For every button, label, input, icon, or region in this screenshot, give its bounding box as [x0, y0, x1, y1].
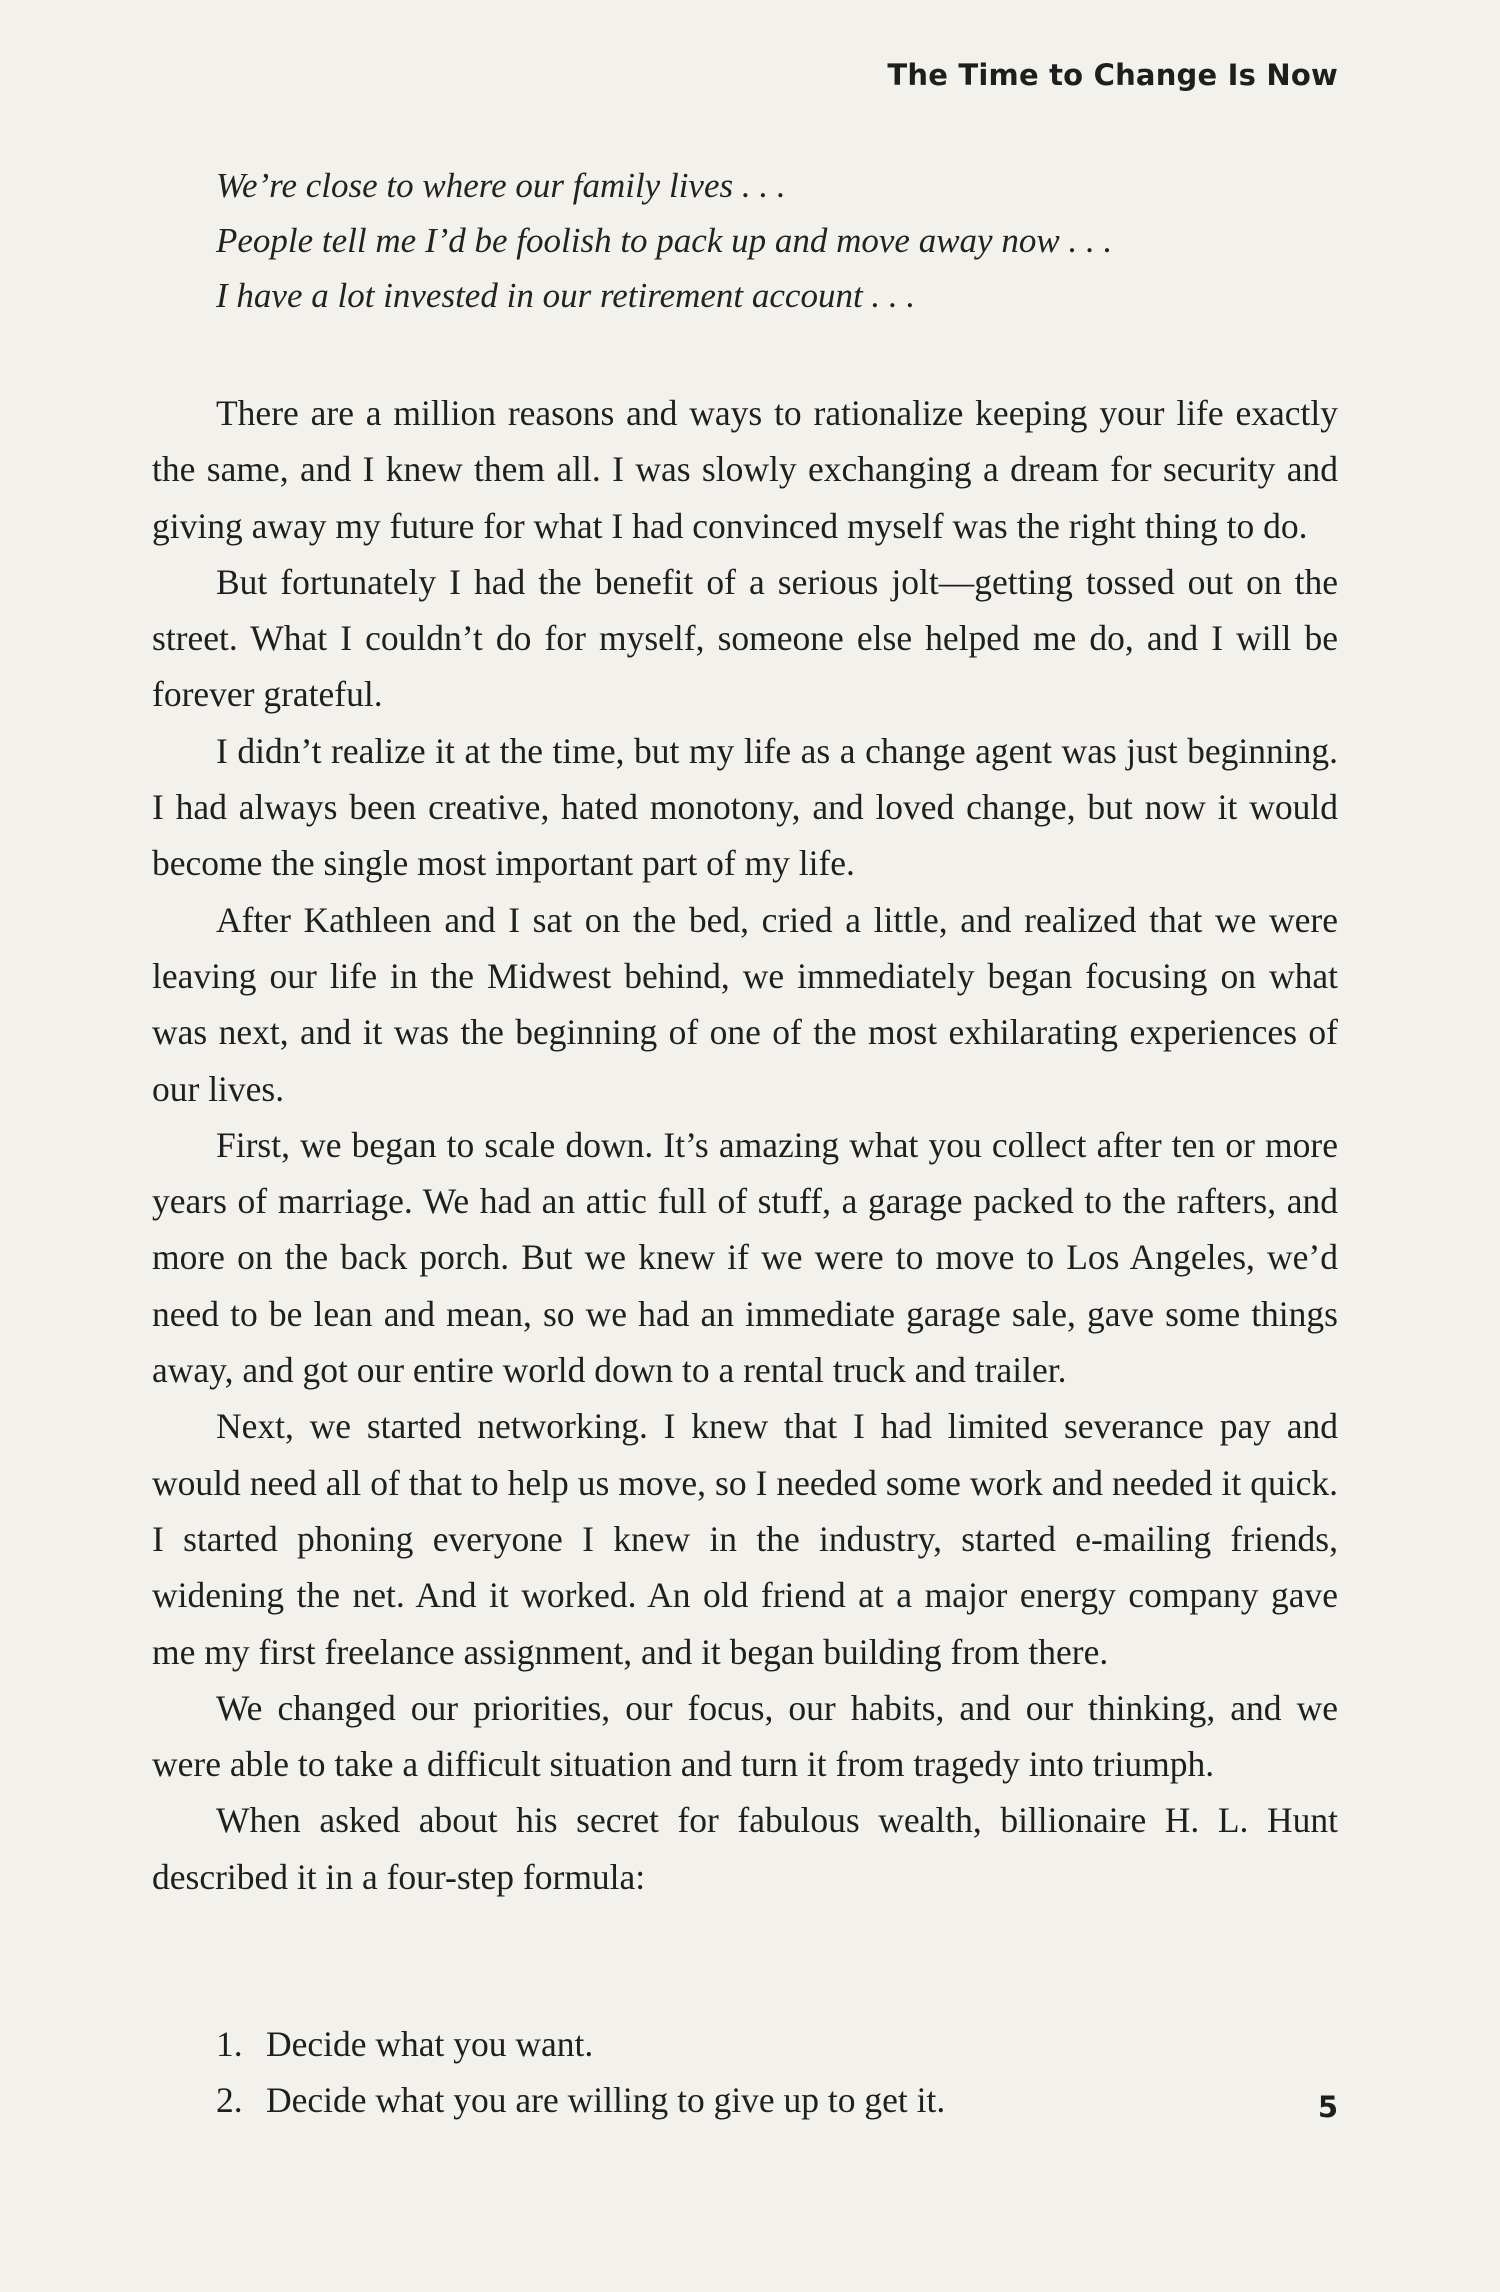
paragraph: But fortunately I had the benefit of a serious jolt—getting tossed out on the street. What I couldn’t do for myself, someone else helped me do, and I will be forever grateful. [152, 561, 1338, 715]
paragraph: Next, we started networking. I knew that I had limited severance pay and would need all of that to help us move, so I needed some work and needed it quick. I started phoning everyone I knew in the industry, started e-mailing friends, widening the net. And it worked. An old friend at a major energy company gave me my first freelance assignment, and it began building from there. [152, 1406, 1338, 1672]
paragraph: There are a million reasons and ways to rationalize keeping your life exactly the same, and I knew them all. I was slowly exchanging a dream for security and giving away my future for what I had convinced myself was the right thing to do. [152, 393, 1338, 546]
italic-quotes [216, 158, 1316, 323]
numbered-list [216, 2016, 945, 2128]
quote-line: We’re close to where our family lives . . . [216, 166, 786, 205]
paragraph: After Kathleen and I sat on the bed, cried a little, and realized that we were leaving our life in the Midwest behind, we immediately began focusing on what was next, and it was the beginning of one of the most exhilarating experiences of our lives. [152, 899, 1338, 1109]
paragraph: When asked about his secret for fabulous wealth, billionaire H. L. Hunt described it in a four-step formula: [152, 1800, 1338, 1897]
page-number: 5 [1317, 2090, 1338, 2124]
list-text: Decide what you are willing to give up to get it. [266, 2080, 946, 2120]
quote-line: People tell me I’d be foolish to pack up and move away now . . . [216, 221, 1113, 260]
body-text [152, 385, 1338, 1905]
running-head: The Time to Change Is Now [887, 58, 1338, 92]
quote-line: I have a lot invested in our retirement account . . . [216, 276, 916, 315]
paragraph: We changed our priorities, our focus, our habits, and our thinking, and we were able to take a difficult situation and turn it from tragedy into triumph. [152, 1687, 1338, 1785]
list-item [216, 2072, 945, 2128]
list-number: 1. [216, 2024, 243, 2064]
list-text: Decide what you want. [266, 2024, 594, 2064]
list-number: 2. [216, 2080, 243, 2120]
list-item [216, 2016, 945, 2072]
paragraph: I didn’t realize it at the time, but my life as a change agent was just beginning. I had always been creative, hated monotony, and loved change, but now it would become the single most important part of my life. [152, 730, 1338, 884]
paragraph: First, we began to scale down. It’s amazing what you collect after ten or more years of marriage. We had an attic full of stuff, a garage packed to the rafters, and more on the back porch. But we knew if we were to move to Los Angeles, we’d need to be lean and mean, so we had an immediate garage sale, gave some things away, and got our entire world down to a rental truck and trailer. [152, 1124, 1338, 1391]
